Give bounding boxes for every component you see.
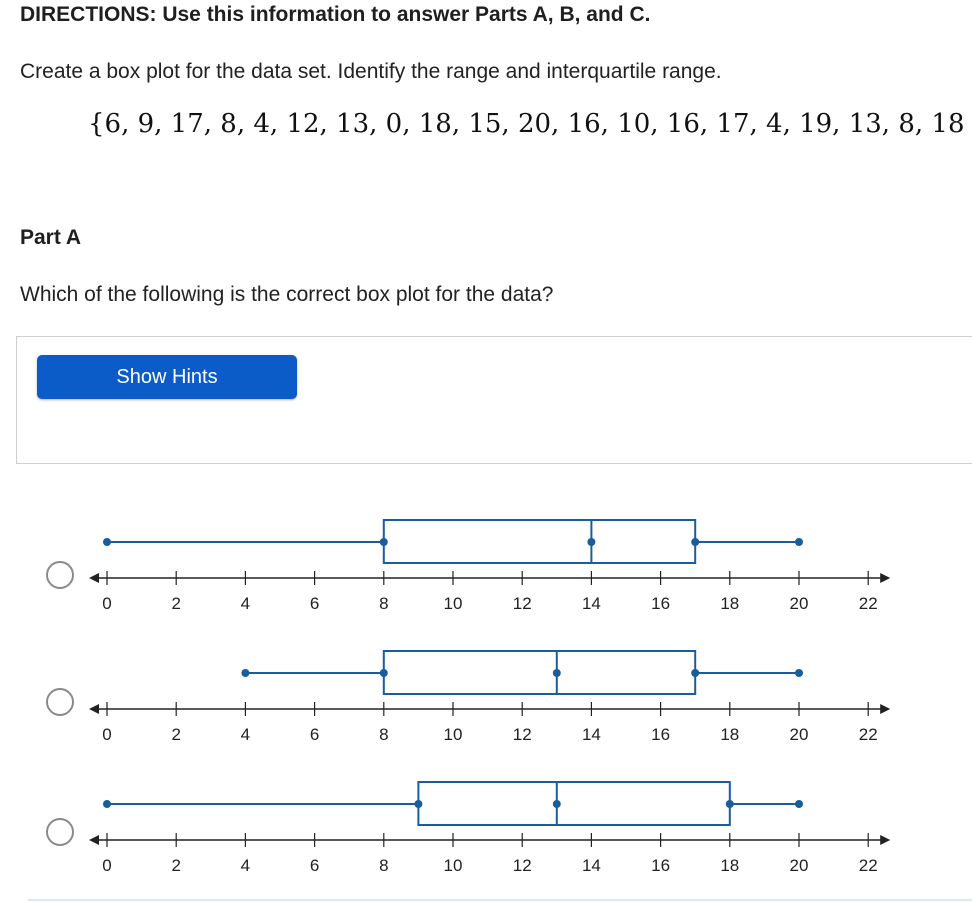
left-arrow-icon xyxy=(89,835,99,845)
tick-label: 6 xyxy=(309,725,320,744)
max-point xyxy=(795,800,803,808)
tick-label: 18 xyxy=(720,856,740,875)
tick-label: 6 xyxy=(309,856,320,875)
left-arrow-icon xyxy=(89,573,99,583)
tick-label: 18 xyxy=(720,594,740,613)
tick-label: 2 xyxy=(171,856,181,875)
q3-point xyxy=(726,800,734,808)
q1-point xyxy=(380,538,388,546)
problem-prompt: Create a box plot for the data set. Identify the range and interquartile range. xyxy=(20,60,722,83)
right-arrow-icon xyxy=(880,835,890,845)
tick-label: 22 xyxy=(858,594,878,613)
tick-label: 22 xyxy=(858,725,878,744)
hint-panel xyxy=(16,336,972,464)
tick-label: 18 xyxy=(720,725,740,744)
tick-label: 20 xyxy=(789,594,809,613)
q1-point xyxy=(380,669,388,677)
tick-label: 20 xyxy=(789,725,809,744)
tick-label: 4 xyxy=(240,594,251,613)
tick-label: 12 xyxy=(512,856,532,875)
answer-option-1[interactable] xyxy=(0,500,972,635)
min-point xyxy=(241,669,249,677)
directions-heading: DIRECTIONS: Use this information to answer Parts A, B, and C. xyxy=(20,3,651,26)
min-point xyxy=(103,800,111,808)
show-hints-button[interactable]: Show Hints xyxy=(37,355,297,399)
tick-label: 16 xyxy=(651,856,671,875)
tick-label: 4 xyxy=(240,725,251,744)
tick-label: 8 xyxy=(379,594,389,613)
tick-label: 6 xyxy=(309,594,320,613)
data-set: {6, 9, 17, 8, 4, 12, 13, 0, 18, 15, 20, 16, 10, 16, 17, 4, 19, 13, 8, 18 xyxy=(88,109,965,139)
tick-label: 22 xyxy=(858,856,878,875)
tick-label: 2 xyxy=(171,594,181,613)
tick-label: 16 xyxy=(651,725,671,744)
answer-option-3[interactable] xyxy=(0,762,972,897)
part-a-heading: Part A xyxy=(20,226,82,249)
tick-label: 20 xyxy=(789,856,809,875)
tick-label: 0 xyxy=(102,856,112,875)
max-point xyxy=(795,538,803,546)
tick-label: 2 xyxy=(171,725,181,744)
tick-label: 14 xyxy=(581,594,601,613)
tick-label: 10 xyxy=(443,725,463,744)
right-arrow-icon xyxy=(880,573,890,583)
iqr-box xyxy=(384,651,695,694)
left-arrow-icon xyxy=(89,704,99,714)
median-point xyxy=(553,800,561,808)
tick-label: 14 xyxy=(581,856,601,875)
section-divider xyxy=(28,899,972,901)
tick-label: 10 xyxy=(443,856,463,875)
box-plot-1 xyxy=(0,500,972,635)
box-plot-3 xyxy=(0,762,972,897)
box-plot-2 xyxy=(0,631,972,766)
min-point xyxy=(103,538,111,546)
tick-label: 8 xyxy=(379,725,389,744)
tick-label: 14 xyxy=(581,725,601,744)
q3-point xyxy=(691,538,699,546)
part-a-question: Which of the following is the correct box plot for the data? xyxy=(20,283,554,306)
tick-label: 12 xyxy=(512,725,532,744)
tick-label: 4 xyxy=(240,856,251,875)
iqr-box xyxy=(384,520,695,563)
tick-label: 10 xyxy=(443,594,463,613)
max-point xyxy=(795,669,803,677)
tick-label: 12 xyxy=(512,594,532,613)
tick-label: 0 xyxy=(102,725,112,744)
tick-label: 8 xyxy=(379,856,389,875)
answer-option-2[interactable] xyxy=(0,631,972,766)
median-point xyxy=(553,669,561,677)
q1-point xyxy=(414,800,422,808)
iqr-box xyxy=(418,782,729,825)
tick-label: 0 xyxy=(102,594,112,613)
tick-label: 16 xyxy=(651,594,671,613)
median-point xyxy=(587,538,595,546)
q3-point xyxy=(691,669,699,677)
right-arrow-icon xyxy=(880,704,890,714)
